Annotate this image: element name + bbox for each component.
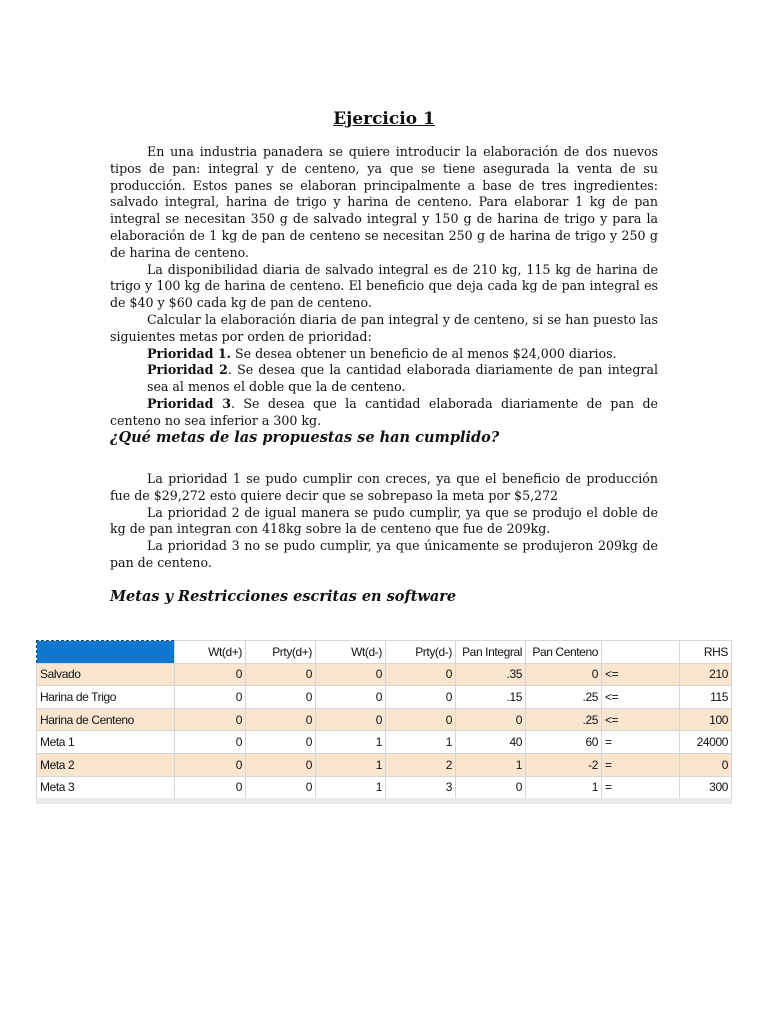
cell[interactable]: 0 — [316, 663, 386, 686]
priority-1-label: Prioridad 1. — [147, 345, 232, 361]
cell[interactable]: 0 — [175, 731, 246, 754]
priority-2-text: . Se desea que la cantidad elaborada diariamente de pan integral sea al menos el doble que la de centeno. — [147, 362, 658, 395]
operator-cell[interactable]: <= — [602, 686, 680, 709]
cell[interactable]: 0 — [175, 663, 246, 686]
operator-cell[interactable]: = — [602, 776, 680, 801]
cell[interactable]: 0 — [246, 708, 316, 731]
rhs-cell[interactable]: 210 — [680, 663, 732, 686]
cell[interactable]: .25 — [526, 708, 602, 731]
cell[interactable]: 60 — [526, 731, 602, 754]
cell[interactable]: 0 — [246, 686, 316, 709]
cell[interactable]: 0 — [246, 753, 316, 776]
header-cell[interactable] — [602, 641, 680, 664]
row-label[interactable]: Meta 2 — [37, 753, 175, 776]
problem-paragraph: Calcular la elaboración diaria de pan integral y de centeno, si se han puesto las siguientes metas por orden de prioridad: — [110, 311, 658, 344]
cell[interactable]: 0 — [175, 708, 246, 731]
row-label[interactable]: Meta 3 — [37, 776, 175, 801]
answer-paragraph: La prioridad 3 no se pudo cumplir, ya que únicamente se produjeron 209kg de pan de centeno. — [110, 538, 658, 570]
answers — [110, 471, 658, 572]
cell[interactable]: 0 — [246, 731, 316, 754]
cell[interactable]: 0 — [246, 776, 316, 801]
operator-cell[interactable]: = — [602, 753, 680, 776]
page-title: Ejercicio 1 — [333, 109, 435, 129]
answer-paragraph: La prioridad 1 se pudo cumplir con creces, ya que el beneficio de producción fue de $29,272 esto quiere decir que se sobrepaso la meta por $5,272 — [110, 471, 658, 503]
cell[interactable]: 0 — [386, 686, 456, 709]
table-row — [37, 686, 732, 709]
cell[interactable]: -2 — [526, 753, 602, 776]
rhs-cell[interactable]: 300 — [680, 776, 732, 801]
table-row — [37, 731, 732, 754]
table-row — [37, 776, 732, 801]
cell[interactable]: 0 — [316, 686, 386, 709]
cell[interactable]: 0 — [456, 708, 526, 731]
rhs-cell[interactable]: 100 — [680, 708, 732, 731]
cell[interactable]: 1 — [526, 776, 602, 801]
priority-3 — [110, 396, 658, 430]
constraints-spreadsheet — [36, 640, 732, 804]
cell[interactable]: 0 — [456, 776, 526, 801]
cell[interactable]: 0 — [526, 663, 602, 686]
header-cell[interactable]: Wt(d+) — [175, 641, 246, 664]
answer-paragraph: La prioridad 2 de igual manera se pudo cumplir, ya que se produjo el doble de kg de pan integran con 418kg sobre la de centeno que fue de 209kg. — [110, 504, 658, 537]
operator-cell[interactable]: = — [602, 731, 680, 754]
cell[interactable]: 1 — [316, 753, 386, 776]
cell[interactable]: 0 — [175, 776, 246, 801]
software-heading: Metas y Restricciones escritas en software — [110, 588, 457, 605]
rhs-cell[interactable]: 115 — [680, 686, 732, 709]
row-label[interactable]: Meta 1 — [37, 731, 175, 754]
priority-3-text: . Se desea que la cantidad elaborada diariamente de pan de centeno no sea inferior a 300 kg. — [110, 395, 658, 428]
header-cell[interactable]: Pan Centeno — [526, 641, 602, 664]
problem-paragraph: En una industria panadera se quiere introducir la elaboración de dos nuevos tipos de pan: integral y de centeno, ya que se tiene asegurada la venta de su producción. Estos panes se elaboran principalmente a base de tres ingredientes: salvado integral, harina de trigo y harina de centeno. Para elaborar 1 kg de pan integral se necesitan 350 g de salvado integral y 150 g de harina de trigo y para la elaboración de 1 kg de pan de centeno se necesitan 250 g de harina de trigo y 250 g de harina de centeno. — [110, 144, 658, 260]
cell[interactable]: 2 — [386, 753, 456, 776]
header-cell[interactable]: Pan Integral — [456, 641, 526, 664]
priority-2 — [110, 362, 658, 396]
cell[interactable]: 0 — [175, 753, 246, 776]
row-label[interactable]: Harina de Trigo — [37, 686, 175, 709]
operator-cell[interactable]: <= — [602, 663, 680, 686]
priority-1-text: Se desea obtener un beneficio de al menos $24,000 diarios. — [231, 345, 617, 361]
cell[interactable]: 1 — [316, 776, 386, 801]
cell[interactable]: 3 — [386, 776, 456, 801]
cell[interactable]: 40 — [456, 731, 526, 754]
cell[interactable]: .15 — [456, 686, 526, 709]
priority-2-label: Prioridad 2 — [147, 362, 228, 378]
cell[interactable]: 0 — [386, 708, 456, 731]
cell[interactable]: 1 — [386, 731, 456, 754]
header-cell[interactable]: RHS — [680, 641, 732, 664]
header-cell[interactable]: Prty(d+) — [246, 641, 316, 664]
table-row — [37, 708, 732, 731]
priority-3-label: Prioridad 3 — [147, 395, 232, 411]
selected-corner-cell[interactable] — [37, 641, 175, 664]
row-label[interactable]: Salvado — [37, 663, 175, 686]
header-cell[interactable]: Wt(d-) — [316, 641, 386, 664]
priority-1 — [110, 346, 658, 363]
table-row — [37, 663, 732, 686]
header-row — [37, 641, 732, 664]
rhs-cell[interactable]: 0 — [680, 753, 732, 776]
cell[interactable]: .35 — [456, 663, 526, 686]
table-row — [37, 753, 732, 776]
cell[interactable]: 0 — [175, 686, 246, 709]
problem-paragraph: La disponibilidad diaria de salvado integral es de 210 kg, 115 kg de harina de trigo y 100 kg de harina de centeno. El beneficio que deja cada kg de pan integral es de $40 y $60 cada kg de pan de centeno. — [110, 261, 658, 311]
operator-cell[interactable]: <= — [602, 708, 680, 731]
cell[interactable]: 0 — [246, 663, 316, 686]
cell[interactable]: 0 — [386, 663, 456, 686]
header-cell[interactable]: Prty(d-) — [386, 641, 456, 664]
cell[interactable]: .25 — [526, 686, 602, 709]
question-heading: ¿Qué metas de las propuestas se han cumplido? — [110, 429, 500, 446]
cell[interactable]: 1 — [316, 731, 386, 754]
problem-statement — [110, 144, 658, 430]
cell[interactable]: 1 — [456, 753, 526, 776]
row-label[interactable]: Harina de Centeno — [37, 708, 175, 731]
rhs-cell[interactable]: 24000 — [680, 731, 732, 754]
cell[interactable]: 0 — [316, 708, 386, 731]
